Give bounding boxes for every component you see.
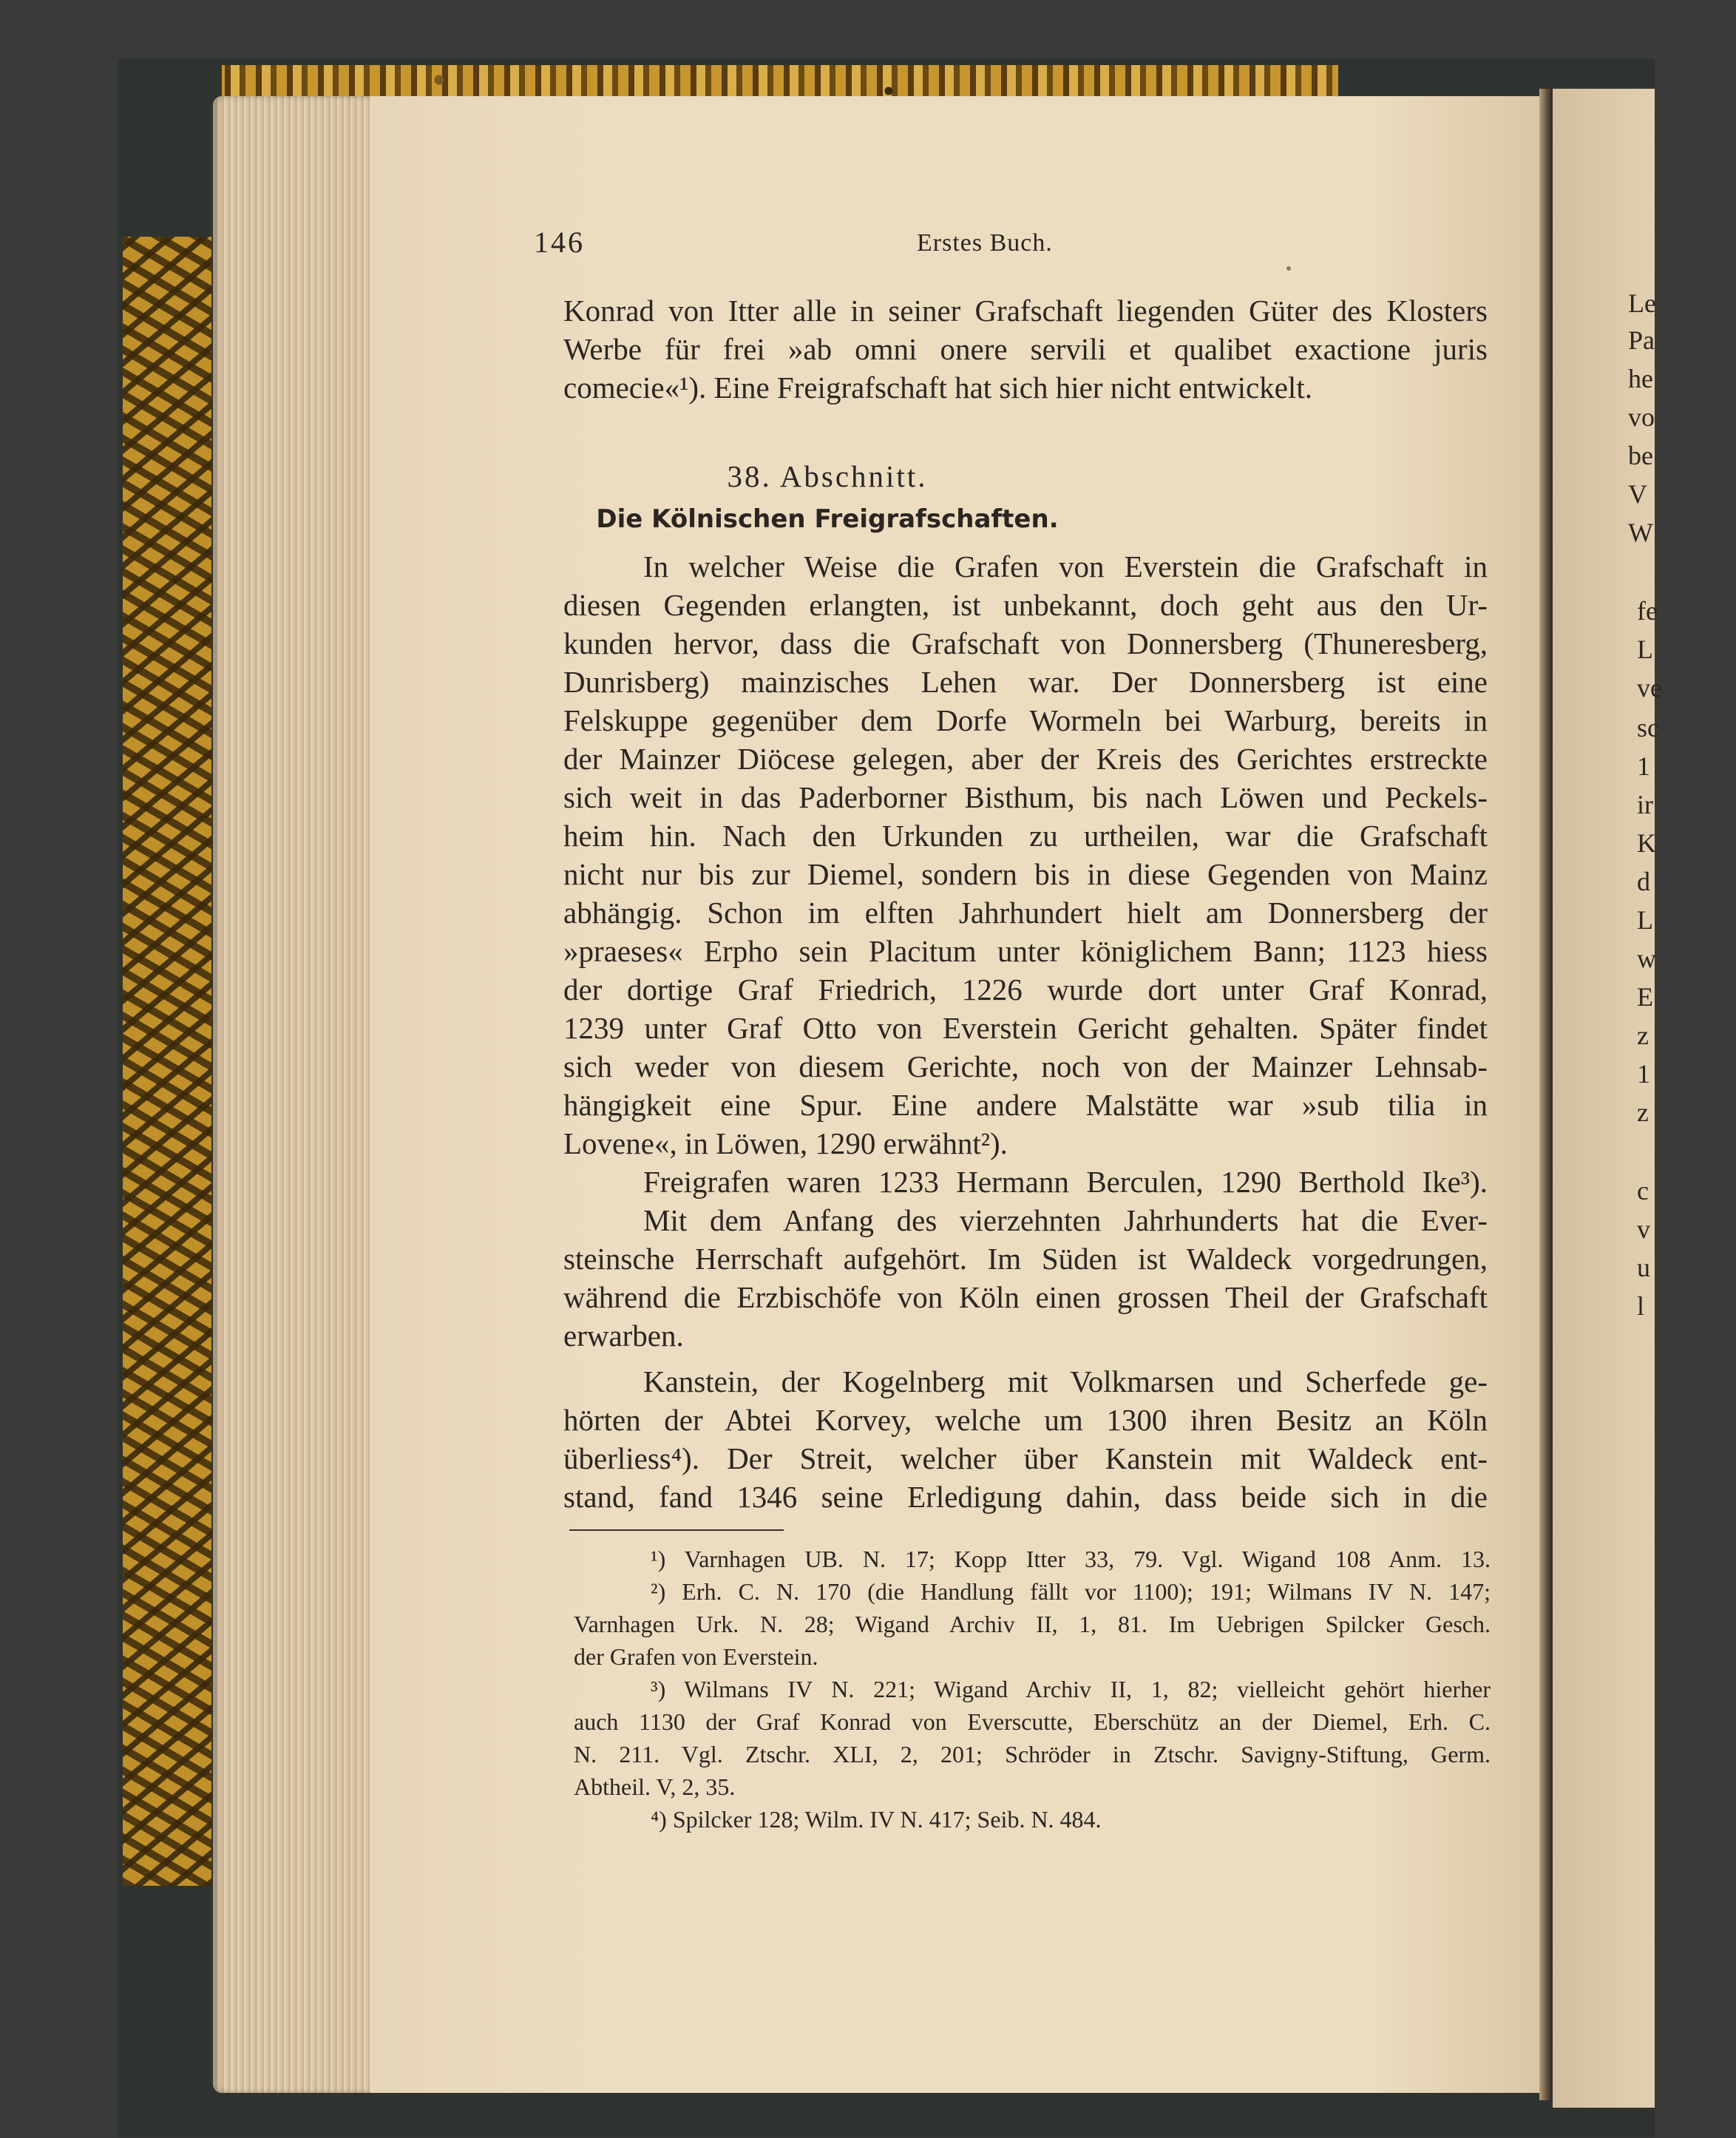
facing-page-fragment: 1	[1637, 1059, 1650, 1089]
facing-page-fragment: ve	[1637, 673, 1662, 703]
body-line: erwarben.	[563, 1319, 684, 1353]
footnote-line: Abtheil. V, 2, 35.	[574, 1773, 736, 1800]
facing-page-fragment: K	[1637, 828, 1656, 858]
facing-page-fragment: V	[1628, 479, 1647, 509]
body-line: stand, fand 1346 seine Erledigung dahin, dass beide sich in die	[563, 1480, 1488, 1514]
body-line: Kanstein, der Kogelnberg mit Volkmarsen und Scherfede ge-	[643, 1364, 1488, 1398]
intro-line: comecie«¹). Eine Freigrafschaft hat sich hier nicht entwickelt.	[563, 371, 1312, 405]
facing-page-fragment: z	[1637, 1097, 1649, 1127]
intro-line: Werbe für frei »ab omni onere servili et qualibet exactione juris	[563, 332, 1488, 366]
facing-page-fragment: vo	[1628, 402, 1655, 432]
body-line: »praeses« Erpho sein Placitum unter königlichem Bann; 1123 hiess	[563, 934, 1488, 968]
footnote-line: N. 211. Vgl. Ztschr. XLI, 2, 201; Schröder in Ztschr. Savigny-Stiftung, Germ.	[574, 1741, 1491, 1767]
footnote-line: auch 1130 der Graf Konrad von Everscutte, Eberschütz an der Diemel, Erh. C.	[574, 1708, 1491, 1735]
facing-page-fragment: v	[1637, 1214, 1650, 1244]
facing-page-fragment: Le	[1628, 288, 1656, 318]
footnote-rule	[569, 1529, 784, 1531]
body-line: diesen Gegenden erlangten, ist unbekannt, doch geht aus den Ur-	[563, 588, 1488, 622]
body-line: hörten der Abtei Korvey, welche um 1300 ihren Besitz an Köln	[563, 1403, 1488, 1437]
facing-page-fragment: E	[1637, 982, 1653, 1012]
footnote-line: der Grafen von Everstein.	[574, 1643, 818, 1670]
footnote-line: ¹) Varnhagen UB. N. 17; Kopp Itter 33, 79. Vgl. Wigand 108 Anm. 13.	[651, 1546, 1491, 1572]
body-line: Lovene«, in Löwen, 1290 erwähnt²).	[563, 1126, 1008, 1160]
body-line: sich weder von diesem Gerichte, noch von der Mainzer Lehnsab-	[563, 1049, 1488, 1083]
page-number: 146	[534, 226, 585, 259]
facing-page-fragment: c	[1637, 1176, 1649, 1205]
body-line: während die Erzbischöfe von Köln einen grossen Theil der Grafschaft	[563, 1280, 1488, 1314]
body-line: Mit dem Anfang des vierzehnten Jahrhunderts hat die Ever-	[643, 1203, 1488, 1237]
running-title: Erstes Buch.	[917, 229, 1053, 257]
body-line: Dunrisberg) mainzisches Lehen war. Der Donnersberg ist eine	[563, 665, 1488, 699]
footnote-line: ³) Wilmans IV N. 221; Wigand Archiv II, 1, 82; vielleicht gehört hierher	[651, 1676, 1491, 1702]
footnote-line: ²) Erh. C. N. 170 (die Handlung fällt vor 1100); 191; Wilmans IV N. 147;	[651, 1578, 1491, 1605]
facing-page-fragment: l	[1637, 1291, 1645, 1321]
body-line: 1239 unter Graf Otto von Everstein Gericht gehalten. Später findet	[563, 1011, 1488, 1045]
section-number: 38. Abschnitt.	[727, 459, 928, 493]
body-line: steinsche Herrschaft aufgehört. Im Süden ist Waldeck vorgedrungen,	[563, 1242, 1488, 1276]
section-title: Die Kölnischen Freigrafschaften.	[596, 504, 1059, 534]
footnote-line: Varnhagen Urk. N. 28; Wigand Archiv II, 1, 81. Im Uebrigen Spilcker Gesch.	[574, 1611, 1491, 1637]
facing-page-fragment: u	[1637, 1253, 1650, 1282]
facing-page-fragment: he	[1628, 364, 1653, 393]
facing-page-fragment: Pa	[1628, 325, 1655, 355]
body-line: heim hin. Nach den Urkunden zu urtheilen, war die Grafschaft	[563, 819, 1488, 853]
intro-line: Konrad von Itter alle in seiner Grafschaft liegenden Güter des Klosters	[563, 294, 1488, 328]
body-line: sich weit in das Paderborner Bisthum, bis nach Löwen und Peckels-	[563, 780, 1488, 814]
facing-page-fragment: sc	[1637, 713, 1659, 742]
facing-page-fragment: w	[1637, 944, 1656, 973]
facing-page-fragment: be	[1628, 441, 1653, 470]
body-line: der Mainzer Diöcese gelegen, aber der Kreis des Gerichtes erstreckte	[563, 742, 1488, 776]
facing-page-fragment: L	[1637, 905, 1653, 935]
body-line: Felskuppe gegenüber dem Dorfe Wormeln bei Warburg, bereits in	[563, 703, 1488, 737]
page-edges	[213, 96, 377, 2093]
body-line: nicht nur bis zur Diemel, sondern bis in diese Gegenden von Mainz	[563, 857, 1488, 891]
body-line: kunden hervor, dass die Grafschaft von Donnersberg (Thuneresberg,	[563, 626, 1488, 660]
facing-page-fragment: z	[1637, 1021, 1649, 1050]
facing-page-fragment: fe	[1637, 596, 1658, 626]
facing-page-fragment: W	[1628, 518, 1653, 547]
facing-page-fragment: 1	[1637, 751, 1650, 781]
body-line: hängigkeit eine Spur. Eine andere Malstätte war »sub tilia in	[563, 1088, 1488, 1122]
body-line: überliess⁴). Der Streit, welcher über Kanstein mit Waldeck ent-	[563, 1441, 1488, 1475]
page-speck	[1286, 266, 1291, 271]
body-line: der dortige Graf Friedrich, 1226 wurde dort unter Graf Konrad,	[563, 972, 1488, 1007]
facing-page-fragment: ir	[1637, 790, 1653, 819]
footnote-line: ⁴) Spilcker 128; Wilm. IV N. 417; Seib. N. 484.	[651, 1806, 1102, 1833]
facing-page-fragment: L	[1637, 635, 1653, 664]
body-line: In welcher Weise die Grafen von Everstein die Grafschaft in	[643, 549, 1488, 583]
facing-page-fragment: d	[1637, 867, 1650, 896]
book-gutter	[1539, 89, 1553, 2100]
body-line: abhängig. Schon im elften Jahrhundert hielt am Donnersberg der	[563, 896, 1488, 930]
body-line: Freigrafen waren 1233 Hermann Berculen, 1290 Berthold Ike³).	[643, 1165, 1488, 1199]
